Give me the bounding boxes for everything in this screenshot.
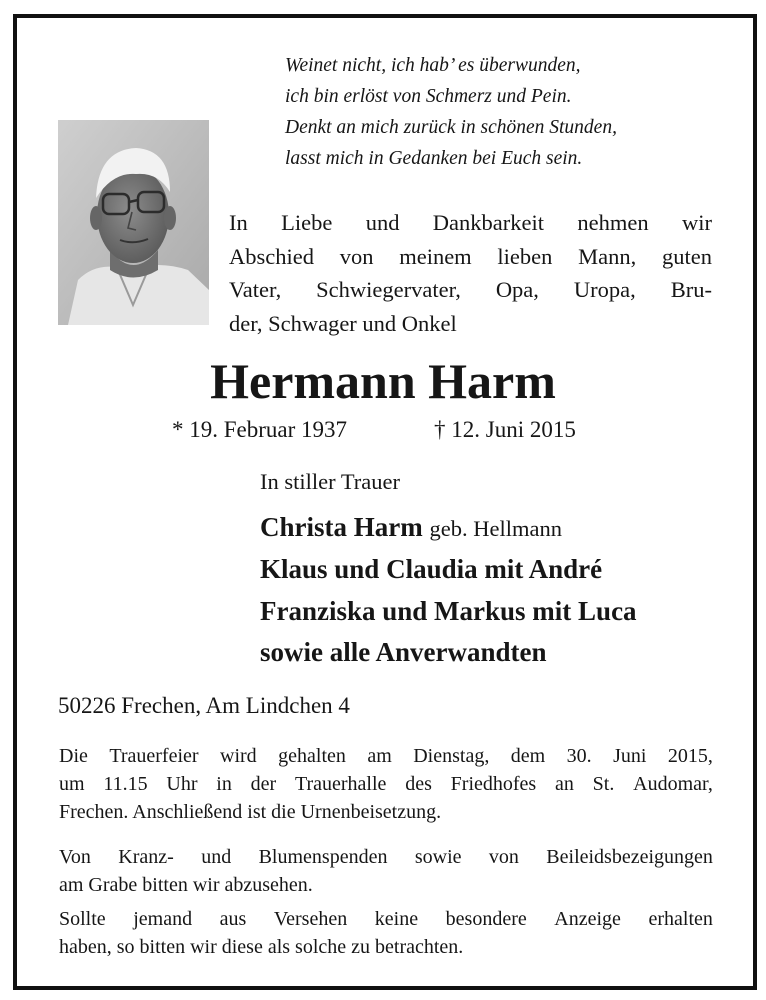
word: Beileidsbezeigungen xyxy=(546,846,713,868)
word: Uhr xyxy=(166,773,198,795)
notice-paragraph xyxy=(59,905,713,961)
word: der xyxy=(250,773,277,795)
family-line: Franziska und Markus mit Luca xyxy=(260,596,637,626)
word: wird xyxy=(220,745,257,767)
word: besondere xyxy=(445,908,527,930)
word: lieben xyxy=(497,243,553,269)
word: Von xyxy=(59,846,91,868)
word: Abschied xyxy=(229,243,314,269)
word: Uropa, xyxy=(573,277,636,302)
word: und xyxy=(365,210,400,235)
poem xyxy=(285,50,725,174)
word: Schwiegervater, xyxy=(316,277,461,302)
flowers-paragraph xyxy=(59,843,713,899)
paragraph-line: Frechen. Anschließend ist die Urnenbeisetzung. xyxy=(59,801,442,823)
paragraph-line xyxy=(59,905,713,933)
word: guten xyxy=(662,243,712,269)
portrait-image xyxy=(58,120,209,325)
word: aus xyxy=(219,908,247,930)
word: wir xyxy=(681,210,712,235)
poem-line: lasst mich in Gedanken bei Euch sein. xyxy=(285,148,583,169)
intro-line xyxy=(229,273,712,307)
word: Dienstag, xyxy=(413,745,490,767)
word: Die xyxy=(59,745,88,767)
word: 2015, xyxy=(667,745,713,767)
paragraph-line xyxy=(59,770,713,798)
word: keine xyxy=(374,908,419,930)
word: Versehen xyxy=(273,908,348,930)
word: Trauerhalle xyxy=(294,773,387,795)
paragraph-line: haben, so bitten wir diese als solche zu betrachten. xyxy=(59,936,464,958)
word: erhalten xyxy=(648,908,713,930)
word: nehmen xyxy=(577,210,649,235)
mourning-heading: In stiller Trauer xyxy=(260,469,400,494)
word: Kranz- xyxy=(118,846,174,868)
word: von xyxy=(488,846,519,868)
family-line-spouse xyxy=(260,506,562,550)
word: jemand xyxy=(133,908,193,930)
word: Vater, xyxy=(229,277,282,302)
word: Liebe xyxy=(281,210,333,235)
poem-line: ich bin erlöst von Schmerz und Pein. xyxy=(285,86,572,107)
funeral-info-paragraph xyxy=(59,742,713,826)
word: St. xyxy=(592,773,615,795)
word: am xyxy=(367,745,392,767)
death-date: † 12. Juni 2015 xyxy=(434,417,576,442)
word: Sollte xyxy=(59,908,106,930)
word: Mann, xyxy=(578,243,637,269)
poem-line: Weinet nicht, ich hab’ es überwunden, xyxy=(285,55,581,76)
spouse-maiden-name: geb. Hellmann xyxy=(429,516,562,541)
word: In xyxy=(229,210,248,235)
intro-text xyxy=(229,206,712,340)
paragraph-line xyxy=(59,742,713,770)
deceased-name: Hermann Harm xyxy=(210,353,556,409)
spouse-name: Christa Harm xyxy=(260,512,423,542)
word: sowie xyxy=(414,846,462,868)
word: Anzeige xyxy=(554,908,621,930)
word: 11.15 xyxy=(103,773,148,795)
intro-line xyxy=(229,206,712,240)
word: dem xyxy=(510,745,546,767)
word: in xyxy=(216,773,232,795)
paragraph-line xyxy=(59,843,713,871)
intro-line: der, Schwager und Onkel xyxy=(229,310,457,336)
portrait-photo xyxy=(58,120,209,325)
word: von xyxy=(339,243,374,269)
word: um xyxy=(59,773,85,795)
word: an xyxy=(554,773,574,795)
word: meinem xyxy=(399,243,472,269)
word: Dankbarkeit xyxy=(432,210,545,235)
word: Audomar, xyxy=(633,773,713,795)
word: und xyxy=(201,846,232,868)
word: Opa, xyxy=(495,277,539,302)
word: Blumenspenden xyxy=(258,846,388,868)
family-line: Klaus und Claudia mit André xyxy=(260,554,603,584)
word: 30. xyxy=(566,745,592,767)
word: Friedhofes xyxy=(450,773,537,795)
family-line: sowie alle Anverwandten xyxy=(260,637,547,667)
address: 50226 Frechen, Am Lindchen 4 xyxy=(58,693,350,718)
word: des xyxy=(405,773,432,795)
paragraph-line: am Grabe bitten wir abzusehen. xyxy=(59,874,313,896)
word: Trauerfeier xyxy=(109,745,199,767)
intro-line xyxy=(229,240,712,274)
word: Juni xyxy=(613,745,647,767)
birth-date: * 19. Februar 1937 xyxy=(172,417,348,442)
word: Bru- xyxy=(670,277,712,302)
poem-line: Denkt an mich zurück in schönen Stunden, xyxy=(285,117,617,138)
word: gehalten xyxy=(278,745,346,767)
